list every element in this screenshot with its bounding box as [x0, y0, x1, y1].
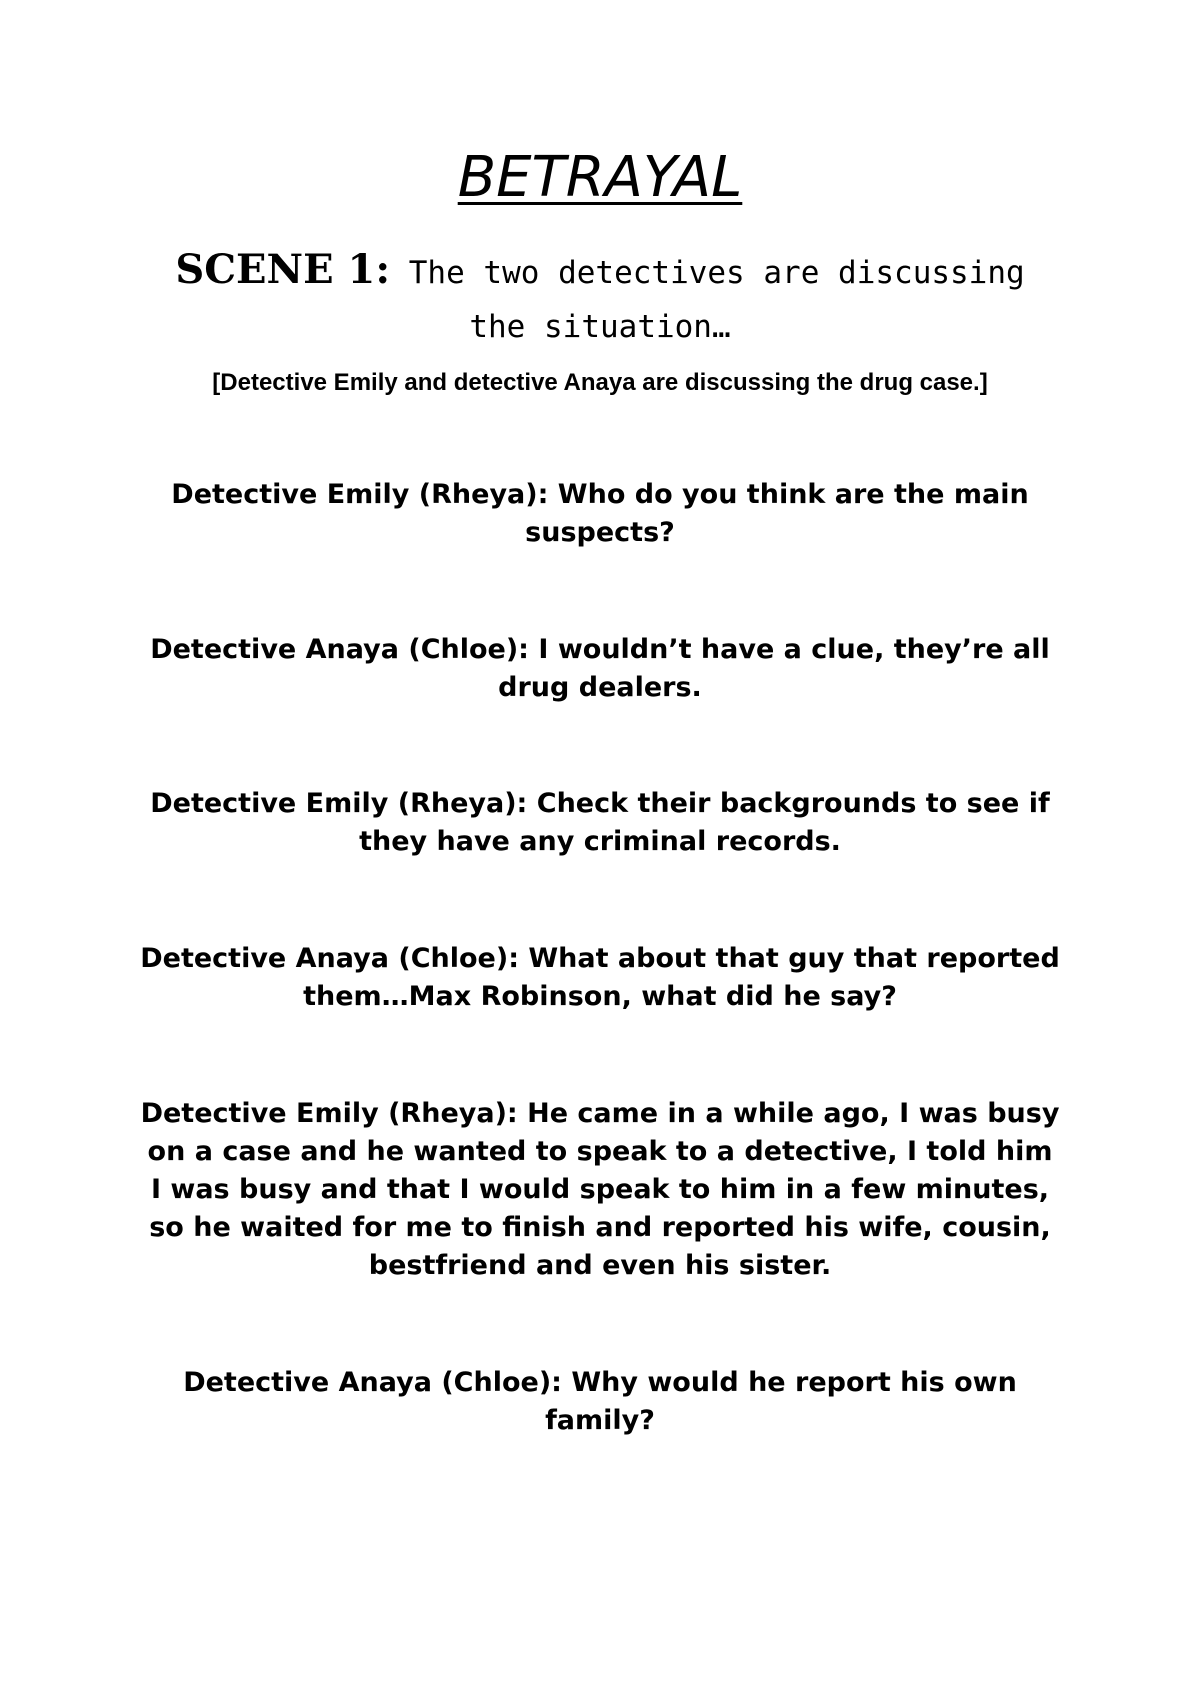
- dialogue-line-1: Detective Emily (Rheya): Who do you think are the main suspects?: [171, 479, 1029, 548]
- stage-direction: [Detective Emily and detective Anaya are discussing the drug case.]: [212, 369, 988, 396]
- dialogue-line-5: Detective Emily (Rheya): He came in a while ago, I was busy on a case and he wanted to speak to a detective, I told him I was busy and that I would speak to him in a few minutes, so he waited for me to finish and reported his wife, cousin, bestfriend and even his sister.: [140, 1098, 1060, 1281]
- dialogue-line-4: Detective Anaya (Chloe): What about that guy that reported them…Max Robinson, what did he say?: [140, 943, 1060, 1012]
- scene-label: SCENE 1:: [175, 246, 391, 293]
- dialogue-line-3: Detective Emily (Rheya): Check their backgrounds to see if they have any criminal records.: [150, 788, 1050, 857]
- scene-heading: [150, 246, 1050, 357]
- scene-description: The two detectives are discussing the situation…: [390, 255, 1025, 345]
- dialogue-line-2: Detective Anaya (Chloe): I wouldn’t have a clue, they’re all drug dealers.: [150, 634, 1050, 703]
- document-title: BETRAYAL: [457, 145, 743, 210]
- dialogue-line-6: Detective Anaya (Chloe): Why would he report his own family?: [183, 1367, 1017, 1436]
